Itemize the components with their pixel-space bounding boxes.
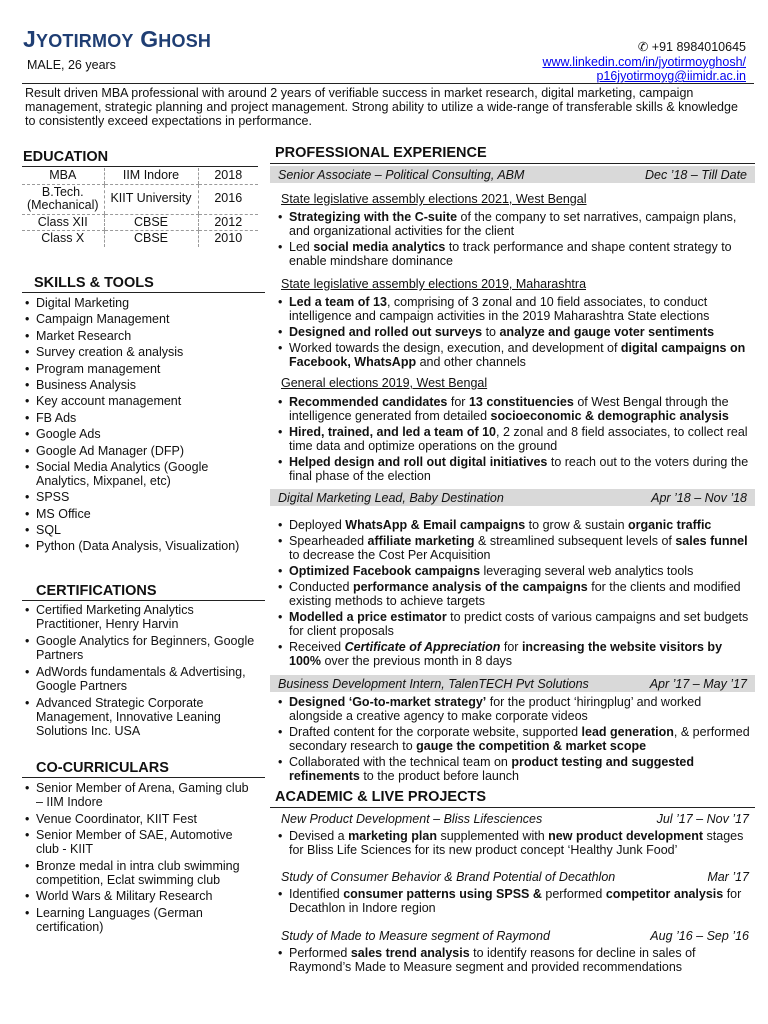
bullet-text: Performed [289, 946, 351, 960]
bullet-emphasis: socioeconomic & demographic analysis [490, 409, 729, 423]
role-dates: Dec ’18 – Till Date [644, 167, 747, 182]
bullet-emphasis: Strategizing with the C-suite [289, 210, 458, 224]
bullet-item [275, 534, 753, 562]
bullet-text: and other channels [416, 355, 526, 369]
education-degree: MBA [22, 168, 104, 184]
bullet-text: Deployed [289, 518, 346, 532]
skill-item: • Key account management [22, 394, 258, 408]
experience-heading: PROFESSIONAL EXPERIENCE [275, 145, 487, 161]
education-year: 2012 [198, 214, 258, 231]
project-dates: Aug ’16 – Sep ’16 [650, 929, 749, 943]
skill-item: • FB Ads [22, 411, 258, 425]
role-title: Business Development Intern, TalenTECH Pvt Solutions [278, 676, 589, 691]
bullet-emphasis: WhatsApp & Email campaigns [345, 518, 526, 532]
contact-block [542, 40, 746, 84]
bullet-item [275, 640, 753, 668]
bullet-text: stages for Bliss Life Sciences for its new product concept ‘Healthy Junk Food’ [289, 829, 744, 857]
bullet-emphasis: Optimized Facebook campaigns [289, 564, 481, 578]
bullet-text: for [447, 395, 469, 409]
experience-divider [270, 163, 755, 164]
bullet-emphasis: increasing the website visitors by 100% [289, 640, 723, 668]
bullet-text: Led [289, 240, 314, 254]
skill-item: • MS Office [22, 507, 258, 521]
skill-item: • Campaign Management [22, 312, 258, 326]
projects-heading: ACADEMIC & LIVE PROJECTS [275, 789, 487, 805]
bullet-emphasis: new product development [548, 829, 704, 843]
bullet-emphasis: product testing and suggested refinements [289, 755, 695, 783]
bullet-list [275, 518, 753, 670]
candidate-name [23, 24, 211, 56]
bullet-text: to predict costs of various campaigns and set budgets for client proposals [289, 610, 749, 638]
bullet-text: Spearheaded [289, 534, 368, 548]
certifications-divider [22, 600, 265, 601]
candidate-meta: MALE, 26 years [27, 58, 116, 72]
bullet-text: performed [541, 887, 606, 901]
header-divider [22, 83, 754, 84]
bullet-emphasis: Helped design and roll out digital initiatives [289, 455, 548, 469]
certification-item: • Certified Marketing Analytics Practitioner, Henry Harvin [22, 603, 258, 631]
bullet-item [275, 455, 753, 483]
bullet-text: for the product ‘hiringplug’ and worked alongside a creative agency to make corporate videos [289, 695, 702, 723]
skill-item: • SPSS [22, 490, 258, 504]
bullet-emphasis: consumer patterns using SPSS & [343, 887, 542, 901]
skills-heading: SKILLS & TOOLS [34, 275, 154, 291]
project-header [270, 870, 755, 884]
certification-item: • Advanced Strategic Corporate Management, Innovative Leaning Solutions Inc. USA [22, 696, 258, 738]
project-header [270, 929, 755, 943]
bullet-text: for [500, 640, 522, 654]
bullet-text: to grow & sustain [525, 518, 629, 532]
skill-item: • Program management [22, 362, 258, 376]
bullet-emphasis: social media analytics [313, 240, 446, 254]
skill-item: • Google Ad Manager (DFP) [22, 444, 258, 458]
role-header-bar [270, 675, 755, 692]
education-row [22, 168, 258, 184]
bullet-emphasis: lead generation [581, 725, 674, 739]
project-name: Study of Consumer Behavior & Brand Potential of Decathlon [281, 870, 616, 884]
cocurricular-item: • Bronze medal in intra club swimming competition, Eclat swimming club [22, 859, 258, 887]
email-link[interactable]: p16jyotirmoyg@iimidr.ac.in [596, 69, 746, 83]
bullet-text: to [482, 325, 500, 339]
bullet-text: for the clients and modified existing methods to achieve targets [289, 580, 741, 608]
skill-item: • Business Analysis [22, 378, 258, 392]
bullet-text: Received [289, 640, 345, 654]
bullet-item [275, 425, 753, 453]
bullet-list [275, 887, 753, 917]
bullet-item [275, 695, 753, 723]
bullet-text: Drafted content for the corporate website, supported [289, 725, 582, 739]
bullet-text: Devised a [289, 829, 349, 843]
bullet-item [275, 887, 753, 915]
skill-item: • Digital Marketing [22, 296, 258, 310]
bullet-item [275, 341, 753, 369]
certification-item: • AdWords fundamentals & Advertising, Google Partners [22, 665, 258, 693]
project-name: New Product Development – Bliss Lifesciences [281, 812, 543, 826]
education-institute: CBSE [104, 231, 198, 247]
bullet-item [275, 210, 753, 238]
education-institute: CBSE [104, 214, 198, 231]
skill-item: • Social Media Analytics (Google Analytics, Mixpanel, etc) [22, 460, 258, 488]
cocurriculars-heading: CO-CURRICULARS [36, 760, 169, 776]
bullet-item [275, 295, 753, 323]
bullet-emphasis: 13 constituencies [468, 395, 574, 409]
bullet-text: Worked towards the design, execution, and development of [289, 341, 621, 355]
education-year: 2010 [198, 231, 258, 247]
bullet-item [275, 395, 753, 423]
bullet-emphasis: competitor analysis [605, 887, 724, 901]
education-year: 2018 [198, 168, 258, 184]
education-divider [22, 166, 258, 167]
bullet-text: over the previous month in 8 days [320, 654, 513, 668]
cocurricular-item: • Senior Member of Arena, Gaming club – IIM Indore [22, 781, 258, 809]
role-title: Digital Marketing Lead, Baby Destination [278, 490, 504, 505]
bullet-emphasis: sales trend analysis [350, 946, 470, 960]
bullet-emphasis: Certificate of Appreciation [344, 640, 501, 654]
bullet-text: , 2 zonal and 8 field associates, to collect real time data and optimize operations on the ground [289, 425, 748, 453]
bullet-item [275, 946, 753, 974]
role-senior-associate [270, 166, 755, 183]
role-digital-marketing-lead [270, 489, 755, 506]
bullet-text: Collaborated with the technical team on [289, 755, 512, 769]
skills-divider [22, 292, 265, 293]
bullet-item [275, 829, 753, 857]
bullet-list [275, 395, 753, 485]
bullet-text: supplemented with [436, 829, 549, 843]
bullet-text: to reach out to the voters during the final phase of the election [289, 455, 749, 483]
bullet-emphasis: affiliate marketing [367, 534, 475, 548]
projects-divider [270, 807, 755, 808]
bullet-item [275, 325, 753, 339]
project-name: Study of Made to Measure segment of Raymond [281, 929, 550, 943]
education-year: 2016 [198, 184, 258, 214]
role-dates: Apr ’17 – May ’17 [649, 676, 747, 691]
cocurricular-item: • World Wars & Military Research [22, 889, 258, 903]
name-first-rest: YOTIRMOY [36, 31, 134, 51]
bullet-list [275, 695, 753, 785]
role-dates: Apr ’18 – Nov ’18 [651, 490, 747, 505]
role-title: Senior Associate – Political Consulting, ABM [278, 167, 525, 182]
cocurricular-item: • Venue Coordinator, KIIT Fest [22, 812, 258, 826]
cocurriculars-divider [22, 777, 265, 778]
bullet-list [275, 295, 753, 371]
bullet-item [275, 610, 753, 638]
bullet-text: to identify reasons for decline in sales of Raymond’s Made to Measure segment and provided recommendations [289, 946, 696, 974]
bullet-text: to the product before launch [359, 769, 519, 783]
bullet-text: Conducted [289, 580, 353, 594]
education-degree: Class X [41, 231, 85, 245]
bullet-emphasis: marketing plan [348, 829, 437, 843]
name-initial: J [23, 26, 36, 52]
phone-number: ✆ +91 8984010645 [637, 40, 746, 54]
bullet-item [275, 725, 753, 753]
cocurricular-item: • Learning Languages (German certification) [22, 906, 258, 934]
certification-item: • Google Analytics for Beginners, Google Partners [22, 634, 258, 662]
bullet-item [275, 240, 753, 268]
bullet-emphasis: Modelled a price estimator [289, 610, 447, 624]
education-degree: B.Tech. (Mechanical) [22, 184, 104, 214]
education-heading: EDUCATION [23, 149, 109, 165]
bullet-text: & streamlined subsequent levels of [474, 534, 676, 548]
education-row [22, 184, 258, 214]
bullet-list [275, 946, 753, 976]
bullet-text: of the company to set narratives, campaign plans, and organizational activities for the client [289, 210, 737, 238]
bullet-emphasis: performance analysis of the campaigns [352, 580, 588, 594]
role-header-bar [270, 166, 755, 183]
bullet-item [275, 580, 753, 608]
subsection-heading: State legislative assembly elections 2019, Maharashtra [281, 277, 587, 291]
bullet-item [275, 564, 753, 578]
project-dates: Jul ’17 – Nov ’17 [656, 812, 749, 826]
bullet-emphasis: sales funnel [675, 534, 748, 548]
education-institute: IIM Indore [104, 168, 198, 184]
bullet-text: to decrease the Cost Per Acquisition [289, 548, 491, 562]
bullet-list [275, 829, 753, 859]
bullet-emphasis: organic traffic [628, 518, 712, 532]
education-row [22, 231, 258, 247]
education-institute: KIIT University [104, 184, 198, 214]
bullet-emphasis: Led a team of 13 [289, 295, 387, 309]
bullet-text: , comprising of 3 zonal and 10 field associates, to conduct intelligence and campaign activities in the 2019 Maharashtra State elections [289, 295, 710, 323]
cocurriculars-list [22, 781, 258, 936]
education-degree: Class XII [22, 214, 104, 231]
bullet-text: to track performance and shape content strategy to enable mindshare dominance [289, 240, 732, 268]
bullet-emphasis: gauge the competition & market scope [416, 739, 647, 753]
skill-item: • Market Research [22, 329, 258, 343]
bullet-emphasis: digital campaigns on Facebook, WhatsApp [289, 341, 746, 369]
bullet-text: of West Bengal through the intelligence generated from detailed [289, 395, 729, 423]
cocurricular-item: • Senior Member of SAE, Automotive club - KIIT [22, 828, 258, 856]
bullet-item [275, 755, 753, 783]
skill-item: • SQL [22, 523, 258, 537]
certifications-list [22, 603, 258, 741]
role-header-bar [270, 489, 755, 506]
bullet-text: Identified [289, 887, 344, 901]
subsection-heading: General elections 2019, West Bengal [281, 376, 488, 390]
bullet-emphasis: Hired, trained, and led a team of 10 [289, 425, 497, 439]
profile-summary: Result driven MBA professional with around 2 years of verifiable success in market research, digital marketing, campaign management, strategic planning and project management. Strong ability to utilize a wide-range of transferable skills & knowledge to consistently exceed expectations in performance. [25, 86, 738, 128]
bullet-text: leveraging several web analytics tools [480, 564, 694, 578]
role-business-development-intern [270, 675, 755, 692]
skill-item: • Survey creation & analysis [22, 345, 258, 359]
bullet-item [275, 518, 753, 532]
bullet-list [275, 210, 753, 270]
subsection-heading: State legislative assembly elections 2021, West Bengal [281, 192, 587, 206]
name-last-rest: HOSH [158, 31, 212, 51]
linkedin-link[interactable]: www.linkedin.com/in/jyotirmoyghosh/ [542, 54, 746, 69]
education-row [22, 214, 258, 231]
bullet-emphasis: Designed ‘Go-to-market strategy’ [289, 695, 487, 709]
name-last-initial: G [140, 26, 159, 52]
education-table [22, 168, 258, 247]
project-header [270, 812, 755, 826]
bullet-emphasis: Designed and rolled out surveys [289, 325, 483, 339]
skill-item: • Google Ads [22, 427, 258, 441]
bullet-text: , & performed secondary research to [289, 725, 750, 753]
skill-item: • Python (Data Analysis, Visualization) [22, 539, 258, 553]
bullet-emphasis: analyze and gauge voter sentiments [499, 325, 715, 339]
certifications-heading: CERTIFICATIONS [36, 583, 157, 599]
skills-list [22, 296, 258, 556]
bullet-text: for Decathlon in Indore region [289, 887, 742, 915]
bullet-emphasis: Recommended candidates [289, 395, 448, 409]
project-dates: Mar ’17 [707, 870, 749, 884]
